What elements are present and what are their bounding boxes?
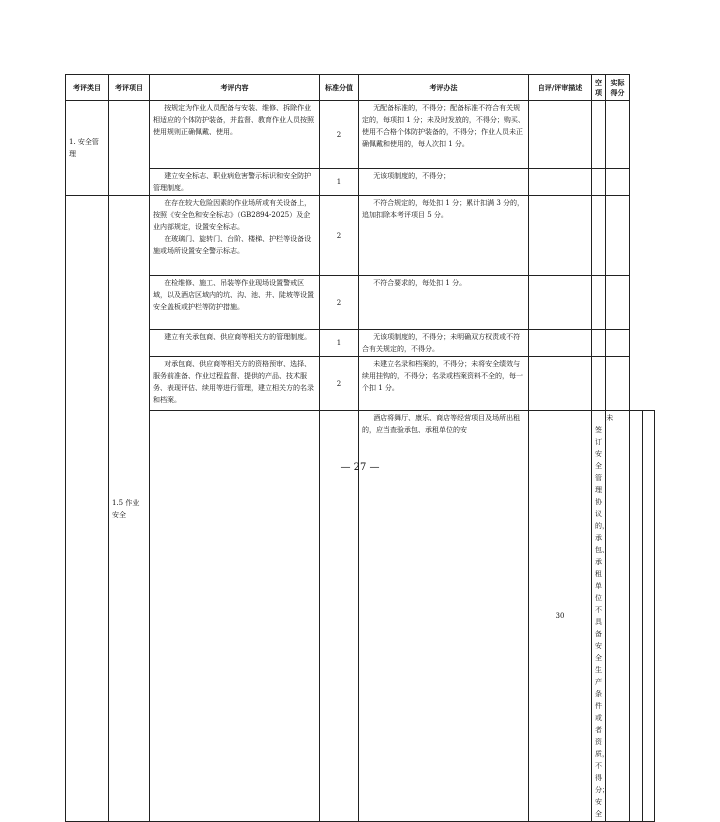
blank-cell[interactable]	[592, 276, 606, 330]
table-row	[66, 101, 655, 169]
actual-score-cell[interactable]	[606, 196, 630, 276]
actual-score-cell[interactable]	[606, 169, 630, 196]
blank-cell[interactable]	[592, 330, 606, 357]
table-header-row	[66, 75, 655, 101]
header-item: 考评项目	[109, 75, 150, 101]
method-cell: 无配备标准的，不得分；配备标准不符合有关规定的，每项扣 1 分；未及时发放的，不得分；购买、使用不合格个体防护装备的，不得分；作业人员未正确佩戴和使用的，每人次扣 1 分。	[359, 101, 529, 169]
self-eval-cell[interactable]	[529, 101, 592, 169]
category-cell: 1. 安全管理	[66, 101, 109, 196]
content-text: 在检维修、施工、吊装等作业现场设置警戒区域，以及酒店区域内的坑、沟、池、井、陡坡等设置安全盖板或护栏等防护措施。	[153, 279, 314, 311]
content-cell	[150, 169, 320, 196]
method-cell: 不符合要求的，每处扣 1 分。	[359, 276, 529, 330]
blank-cell[interactable]	[592, 169, 606, 196]
content-text: 酒店将舞厅、康乐、商店等经营项目及场所出租的，应当查验承包、承租单位的安	[362, 414, 521, 434]
header-method: 考评办法	[359, 75, 529, 101]
page-number: — 27 —	[340, 462, 380, 473]
content-text: 在玻璃门、旋转门、台阶、楼梯、护栏等设备设施或场所设置安全警示标志。	[153, 235, 312, 255]
score-cell: 2	[320, 101, 359, 169]
method-cell: 不符合规定的，每处扣 1 分；累计扣满 3 分的，追加扣除本考评项目 5 分。	[359, 196, 529, 276]
table-row	[66, 357, 655, 411]
method-cell: 未签订安全管理协议的，承包、承租单位不具备安全生产条件或者资质，不得分；安全	[592, 411, 606, 822]
content-text: 建立安全标志、职业病危害警示标识和安全防护管理制度。	[153, 172, 312, 192]
method-cell: 未建立名录和档案的，不得分；未将安全绩效与续用挂钩的，不得分；名录或档案资料不全的，每一个扣 1 分。	[359, 357, 529, 411]
content-text: 在存在较大危险因素的作业场所或有关设备上，按照《安全色和安全标志》（GB2894-2025）及企业内部规定，设置安全标志。	[153, 199, 312, 231]
self-eval-cell[interactable]	[529, 330, 592, 357]
blank-cell[interactable]	[592, 101, 606, 169]
actual-score-cell[interactable]	[606, 276, 630, 330]
table-row	[66, 276, 655, 330]
evaluation-table	[65, 74, 655, 822]
self-eval-cell[interactable]	[529, 357, 592, 411]
content-cell	[150, 330, 320, 357]
score-cell: 30	[529, 411, 592, 822]
actual-score-cell[interactable]	[606, 357, 630, 411]
content-text: 对承包商、供应商等相关方的资格预审、选择、服务前准备、作业过程监督、提供的产品、技术服务、表现评估、续用等进行管理，建立相关方的名录和档案。	[153, 360, 314, 404]
content-cell	[150, 357, 320, 411]
content-text: 建立有关承包商、供应商等相关方的管理制度。	[164, 333, 312, 341]
self-eval-cell[interactable]	[529, 169, 592, 196]
content-cell	[150, 101, 320, 169]
header-actual: 实际得分	[606, 75, 630, 101]
header-content: 考评内容	[150, 75, 320, 101]
content-cell	[150, 196, 320, 276]
score-cell: 2	[320, 276, 359, 330]
header-blank: 空项	[592, 75, 606, 101]
self-eval-cell[interactable]	[529, 276, 592, 330]
actual-score-cell[interactable]	[606, 330, 630, 357]
header-category: 考评类目	[66, 75, 109, 101]
table-row	[66, 330, 655, 357]
table-row	[66, 196, 655, 276]
header-self-eval: 自评/评审描述	[529, 75, 592, 101]
method-cell: 无该项制度的，不得分；未明确双方权责或不符合有关规定的，不得分。	[359, 330, 529, 357]
blank-cell[interactable]	[592, 196, 606, 276]
content-cell	[150, 276, 320, 330]
method-cell: 无该项制度的，不得分；	[359, 169, 529, 196]
score-cell: 1	[320, 330, 359, 357]
blank-cell[interactable]	[592, 357, 606, 411]
score-cell: 1	[320, 169, 359, 196]
self-eval-cell[interactable]	[529, 196, 592, 276]
header-score: 标准分值	[320, 75, 359, 101]
item-cell-empty	[109, 101, 150, 196]
score-cell: 2	[320, 357, 359, 411]
actual-score-cell[interactable]	[606, 101, 630, 169]
content-text: 按规定为作业人员配备与安装、维修、拆除作业相适应的个体防护装备，并监督、教育作业人员按照使用规则正确佩戴、使用。	[153, 104, 314, 136]
item-cell: 1.5 作业安全	[109, 196, 150, 822]
score-cell: 2	[320, 196, 359, 276]
table-row	[66, 169, 655, 196]
